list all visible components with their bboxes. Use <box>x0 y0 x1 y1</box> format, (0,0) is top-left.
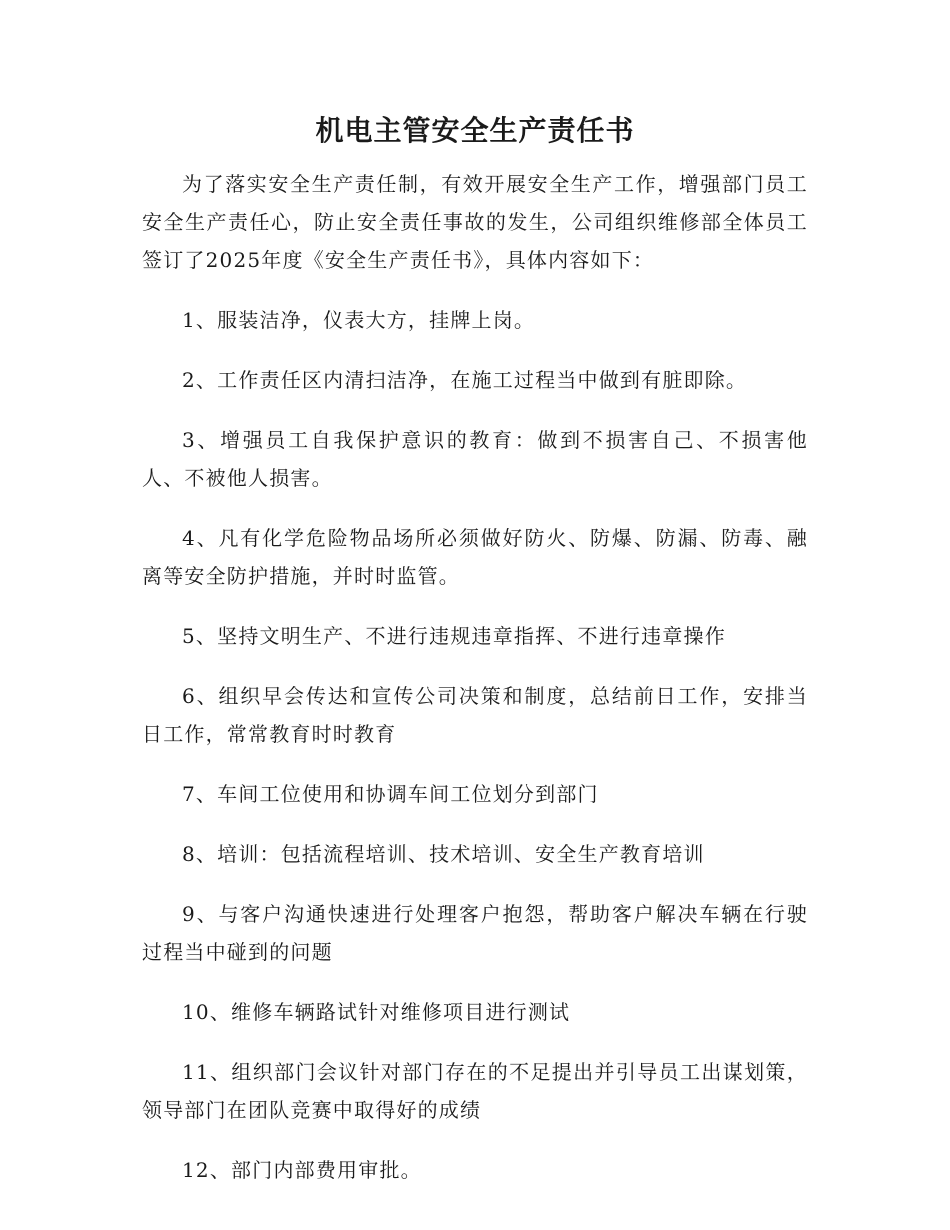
clause-3: 3、增强员工自我保护意识的教育：做到不损害自己、不损害他人、不被他人损害。 <box>142 428 808 490</box>
clause-10: 10、维修车辆路试针对维修项目进行测试 <box>182 1000 571 1024</box>
clause-12: 12、部门内部费用审批。 <box>182 1158 422 1182</box>
clause-5: 5、坚持文明生产、不进行违规违章指挥、不进行违章操作 <box>182 624 726 648</box>
clause-2: 2、工作责任区内清扫洁净，在施工过程当中做到有脏即除。 <box>182 368 748 392</box>
clause-8: 8、培训：包括流程培训、技术培训、安全生产教育培训 <box>182 842 705 866</box>
document-body <box>142 165 808 1211</box>
clause-11: 11、组织部门会议针对部门存在的不足提出并引导员工出谋划策，领导部门在团队竞赛中取得好的成绩 <box>142 1060 808 1122</box>
clause-6: 6、组织早会传达和宣传公司决策和制度，总结前日工作，安排当日工作，常常教育时时教育 <box>142 684 808 746</box>
clause-4: 4、凡有化学危险物品场所必须做好防火、防爆、防漏、防毒、融离等安全防护措施，并时时监管。 <box>142 526 808 588</box>
intro-paragraph: 为了落实安全生产责任制，有效开展安全生产工作，增强部门员工安全生产责任心，防止安全责任事故的发生，公司组织维修部全体员工签订了2025年度《安全生产责任书》，具体内容如下： <box>142 172 808 272</box>
clause-9: 9、与客户沟通快速进行处理客户抱怨，帮助客户解决车辆在行驶过程当中碰到的问题 <box>142 902 808 964</box>
document-title: 机电主管安全生产责任书 <box>315 114 635 147</box>
clause-1: 1、服装洁净，仪表大方，挂牌上岗。 <box>182 308 536 332</box>
clause-7: 7、车间工位使用和协调车间工位划分到部门 <box>182 782 599 806</box>
